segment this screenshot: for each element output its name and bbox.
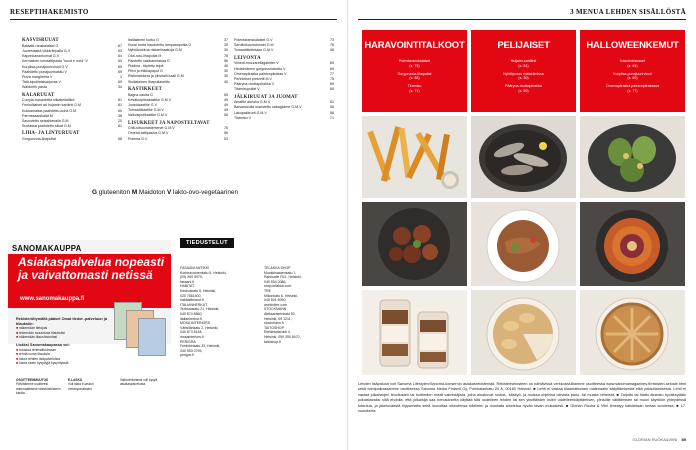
recipe-name: Kesäkurpitsakastike G.M.V — [128, 97, 172, 102]
ad-footer-title: OSOITTEENMUUTOS — [16, 378, 49, 382]
tiramisu-photo — [362, 290, 467, 375]
recipe-name: Lakupakkrurit G.M.V — [234, 110, 267, 115]
ad-section-title: Rekisteröitymällä pääset Omat tiedot -palveluun ja tilauksiin: — [16, 317, 107, 326]
index-category: KASVISRUUAT — [22, 38, 59, 43]
sardines-illustration — [471, 116, 576, 198]
ad-footer-col — [16, 378, 62, 395]
menu-items — [580, 59, 685, 94]
recipe-page: 69 — [118, 69, 122, 74]
recipe-name: Balsamicolla maustettu cabagiolme G.M.V — [234, 105, 302, 110]
index-entry — [128, 80, 228, 85]
recipe-name: Waldorfin pasta — [22, 85, 47, 90]
index-entry — [234, 87, 334, 92]
recipe-page: 59 — [118, 59, 122, 64]
meatballs-illustration — [362, 202, 467, 286]
recipe-page: 55 — [224, 92, 228, 97]
menu-title: HARAVOINTITALKOOT — [364, 40, 465, 51]
recipe-name: Kaponkanankorvat G.V — [22, 54, 60, 59]
menu-title: PELIJAISET — [497, 40, 550, 51]
menu-banner — [362, 30, 467, 112]
menu-item-name: Nyhtöpossu ristiaelimissa — [503, 71, 544, 76]
magazine-covers-image — [114, 298, 168, 360]
index-entry — [22, 124, 122, 129]
recipe-page: 56 — [330, 110, 334, 115]
recipe-name: Juustokastike G.V — [128, 102, 157, 107]
menu-item-page: (s. 81) — [518, 63, 529, 68]
ad-footer-col — [120, 378, 166, 395]
recipe-name: Italialainen kurku G — [128, 38, 159, 42]
menu-item-page: (s. 58) — [409, 76, 420, 81]
recipe-page: 49 — [224, 97, 228, 102]
recipe-page: 34 — [118, 85, 122, 90]
recipe-page: 77 — [330, 71, 334, 76]
recipe-name: Tiramisupullat V — [234, 87, 260, 92]
pulled-pork-illustration — [471, 202, 576, 286]
recipe-page: 76 — [330, 43, 334, 48]
running-head: RESEPTIHAKEMISTO — [10, 8, 89, 16]
recipe-name: Omenapiirakka paistonpiirakas V — [234, 71, 287, 76]
ad-footer-title: E-LASKU — [68, 378, 83, 382]
ad-footer-text: Vaihtoehtoisesti voit kysyä asiakaspalvelusta. — [120, 378, 158, 387]
recipe-name: Nyhtökinkkua ristiaelinsakoja G.M — [128, 48, 182, 53]
recipe-name: Sardiinikuorrutukset G.M — [234, 43, 274, 48]
legend-v-key: V — [166, 189, 172, 196]
pear-pie-illustration — [471, 290, 576, 375]
ad-list-item: ■ tehdä uusia tilauksia — [16, 352, 112, 357]
legend-m-text: Maidoton — [137, 189, 167, 196]
recipe-name: Savustettu seisahtavalla G.M — [22, 119, 69, 124]
ad-list-item: ■ näkemään tietojasi — [16, 326, 112, 331]
recipe-page: 56 — [224, 58, 228, 63]
recipe-name: Kurpitsa-punajuurirvinoli G.V — [22, 64, 68, 69]
menu-item-name: Omenapiirakka paistonpiirakassa — [606, 84, 659, 89]
legal-caption: Lehden lisäpaluun voit Sanoma Lifestylen/Sanoma-konsernin asiakasrekisteristä. Rekisteriselosteen on nähtävissä verkkosivuillamme osoitteessa www.sanomamagazines.fi/rekisteri-seloste.html sekä toimipaikassamme osoitteessa Sanoma Media Finland Oy, Porkkalankatu 20 A, 00180 Helsinki. ■ Lehti ei vastaa tilaamattoman materiaalin säilyttämisestä eikä palauttamisesta. Lehti ei vastaa julkaistujen ilmoitusten tai tuotteiden mistä valmistajista, joiha ainakuvat ruokia-, käsityö- ja muissa ohjeissa olevista pano- tai muista virheistä. ■ Tarjottu tai tilattu aineisto hyväksytään julkaistavaksi sillä ehdolla, että julkaisija saa korvauksetta käyttää sitä uudelleen lehden tai sen yksittäisten osien uudelleenkäyttämisen, yleisölle välittämisen tai muun käyttöön yhteydessä toteutua- ja jakeluväestä riippumatta sekä luovuttaa oikeutensa edelleen ja muokata aineistoa hyvän tavan mukaisesti. ■ Glorian Ruoka & Viini ilmestyy kahdeksan kertaa vuodessa. ■ 17. vuosikerta. — [358, 382, 686, 414]
recipe-name: Pihvi ja etikkapaput G — [128, 69, 163, 74]
recipe-name: Kukkamaisia paahdettu-kuha G.M — [22, 108, 77, 113]
recipe-name: Bagna cauda G — [128, 92, 153, 97]
menu-item-page: (s. 69) — [518, 88, 529, 93]
page-number: 89 — [681, 437, 686, 442]
menu-item-page: (s. 71) — [409, 88, 420, 93]
recipe-page: 69 — [330, 66, 334, 71]
menu-title: HALLOWEENKEMUT — [586, 40, 679, 51]
suppliers-column: FASAANI ANTIKKI Korkeavuorenkatu 5, Helsinki, (09) 260 9970, fasaani.fi HABITAT Keskuskatu 6, Helsinki, 020 7661400, habitatfinland.fi ITALIANHERKUT Terhoankatu 21, Helsinki, 040 874 8860, italianherkut.fi MOSA INTERIORS Värtsilänkatu 2, Helsinki, 040 873 8148, mosainteriors.fi PERIGRA Fredrikinkatu 33, Helsinki, 040 553 0795, perigra.fi — [180, 266, 227, 358]
recipe-page: 40 — [224, 64, 228, 69]
recipe-page: 49 — [224, 108, 228, 113]
index-entry — [128, 137, 228, 142]
recipe-page: 56 — [330, 105, 334, 110]
apple-pie-photo — [580, 290, 685, 375]
recipe-page: 81 — [118, 103, 122, 108]
index-category: KASTIKKEET — [128, 86, 162, 92]
recipe-name: Chili-sitruunasiemenet G.M.V — [128, 126, 175, 131]
recipe-name: Suolassa paahdettu siikat G.M — [22, 124, 71, 129]
menu-item-name: Gorgonzola-lihapullat — [397, 71, 432, 76]
recipe-name: Parmesaanikalat M — [22, 113, 53, 118]
ad-footer-text: Voit tilata e-laskun verkkopankistasi. — [68, 382, 94, 391]
apple-pie-illustration — [580, 290, 685, 375]
recipe-page: 69 — [330, 87, 334, 92]
index-entry — [22, 137, 122, 142]
index-category: LISUKKEET JA NAPOSTELTAVAT — [128, 120, 210, 126]
recipe-page: 58 — [118, 137, 122, 142]
recipe-page: 3 — [120, 74, 122, 79]
menu-items — [362, 59, 467, 94]
recipe-name: Ristimarkkera ja pihvitalli kaali G.M — [128, 74, 184, 79]
recipe-page: 69 — [330, 61, 334, 66]
recipe-name: Piadina - täytetty leipä — [128, 64, 164, 69]
index-column — [234, 38, 334, 142]
recipe-name: Pizza margherita V — [22, 74, 53, 79]
recipe-name: Hedelmäinen gorgonzolatorttu V — [234, 66, 286, 71]
legend-m-key: M — [131, 189, 138, 196]
menu-item-name: Huijaim-sardiinit — [510, 59, 537, 63]
index-category: LEIVONTA — [234, 55, 261, 61]
menu-item-page: (s. 73) — [409, 63, 420, 68]
recipe-page: 69 — [330, 82, 334, 87]
recipe-page: 53 — [224, 136, 228, 141]
recipe-page: 50 — [118, 108, 122, 113]
index-category: JÄLKIRUUAT JA JUOMAT — [234, 94, 298, 100]
menu-items — [471, 59, 576, 94]
veggie-illustration — [580, 116, 685, 198]
menu-item-name: Pääryna-ricottapiirakka — [505, 84, 542, 89]
recipe-name: Sisilialainen lihapullakeitto — [128, 79, 170, 84]
recipe-page: 53 — [118, 48, 122, 53]
running-head: 3 MENUA LEHDEN SISÄLLÖSTÄ — [570, 8, 686, 16]
folio-label: GLORIAN RUOKA&VIINI — [632, 437, 678, 442]
recipe-name: Fenkolilaiset ad hujamin sardinit G.M — [22, 103, 81, 108]
ad-brand: SANOMAKAUPPA — [12, 244, 82, 253]
recipe-name: Gorgonzola-lihapullat — [22, 137, 56, 142]
recipe-name: Juureslastut vikkerleipalla G.V — [22, 48, 71, 53]
recipe-page: 56 — [224, 131, 228, 136]
recipe-name: Bataatti-ranskalaiset G — [22, 43, 59, 48]
recipe-name: Tomaattikastike G.M.V — [128, 108, 164, 113]
recipe-page: 81 — [118, 124, 122, 129]
sanomakauppa-ad — [8, 240, 171, 442]
veggie-photo — [580, 116, 685, 198]
recipe-name: Kermainen tomaattipasta "suud e nord" V — [22, 59, 88, 64]
menu-item-page: (s. 69) — [627, 76, 638, 81]
menu-item-name: Kurpitsa-punajuurirvinoli — [613, 71, 652, 76]
recipe-name: Polenta G.V — [128, 136, 148, 141]
recipe-page: 73 — [330, 38, 334, 42]
recipe-page: 81 — [330, 100, 334, 105]
recipe-name: Olut-rotu-lihapullat M — [128, 53, 162, 58]
index-category: KALARUUAT — [22, 92, 55, 98]
tiramisu-illustration — [362, 290, 467, 375]
menu-item-name: Polentaranskalaiset — [398, 59, 431, 63]
menu-banner — [580, 30, 685, 112]
menu-column — [580, 30, 685, 375]
recipe-page: 30 — [224, 74, 228, 79]
ad-list-item: ■ lukea usein kysyttyjä kysymyksiä — [16, 361, 112, 366]
ad-footer-text: Päivittämme osoitteesi automaattisesti väestörekisterin kautta. — [16, 382, 61, 395]
recipe-page: 56 — [224, 113, 228, 118]
recipe-name: Tatti-sipulilaisisarjuvas V — [22, 80, 61, 85]
recipe-name: Amaftin aurinko G.M.V — [234, 100, 271, 105]
ad-url: www.sanomakauppa.fi — [20, 296, 85, 302]
index-entry — [22, 85, 122, 90]
recipe-name: Viinedi-mozzarellagaletter V — [234, 61, 279, 66]
menu-item-name: Kasvimiesosset — [620, 59, 645, 63]
header-rule — [358, 19, 686, 20]
recipe-name: Valkosipulikastike G.M.V — [128, 113, 168, 118]
suppliers-column: TELAKKA SHOP Munkkisaarenkatu 1, Raisiontie R11, Helsinki, 040 554 0086, shop.telakka.com TRE Mikonkatu 6, Helsinki, 040 501 5090, worldoftre.com STOCKMANN Aleksanterinkatu 52, Helsinki, 09 1211, stockmann.fi TAITOSHOP Eteläesplanadi 4, Helsinki, 050 350 8470, taitoshop.fi — [264, 266, 302, 344]
recipe-page: 20 — [118, 119, 122, 124]
index-column — [22, 38, 122, 142]
suppliers-list — [180, 266, 340, 358]
recipe-page: 69 — [118, 64, 122, 69]
recipe-page: 58 — [330, 48, 334, 53]
fries-photo — [362, 116, 467, 198]
suppliers-title: TIEDUSTELUT — [180, 238, 234, 248]
menu-item-page: (s. 64) — [627, 63, 638, 68]
menu-banner — [471, 30, 576, 112]
index-column — [128, 38, 228, 142]
recipe-page: 69 — [118, 80, 122, 85]
pulled-pork-photo — [471, 202, 576, 286]
legend-g-text: gluteeniton — [96, 189, 132, 196]
right-page — [348, 0, 696, 450]
ad-section-title: Lisäksi Sanomakaupassa voi: — [16, 342, 70, 347]
menu-column — [471, 30, 576, 375]
ad-list-item: ■ näkemään tilaushistoriasi — [16, 335, 112, 340]
recipe-page: 38 — [118, 113, 122, 118]
header-rule — [10, 19, 337, 20]
recipe-page: 76 — [224, 126, 228, 131]
recipe-index — [22, 38, 342, 142]
recipe-page: 30 — [224, 43, 228, 48]
index-entry — [234, 48, 334, 53]
recipe-name: Polentaranskalaiset G.V — [234, 38, 273, 42]
index-category: LIHA- JA LINTURUUAT — [22, 131, 80, 137]
recipe-page: 81 — [118, 98, 122, 103]
recipe-name: Perinteiset pretzelit M.V — [234, 76, 272, 81]
recipe-page: 37 — [224, 38, 228, 42]
recipe-name: Kuusi tunta haudutettu lampaanpotka G — [128, 43, 192, 48]
ad-footer — [16, 378, 166, 395]
recipe-name: Tiramisu V — [234, 115, 252, 120]
index-entry — [234, 116, 334, 121]
recipe-name: Curryla-mausteella siikakeitaltkot — [22, 98, 75, 103]
recipe-name: Paistettu vasikanmakaa G — [128, 58, 170, 63]
recipe-page: 75 — [330, 76, 334, 81]
sardines-photo — [471, 116, 576, 198]
ad-footer-col — [68, 378, 114, 395]
index-entry — [128, 113, 228, 118]
meatballs-photo — [362, 202, 467, 286]
magazine-cover — [138, 318, 166, 356]
ad-title: Asiakaspalvelua nopeasti ja vaivattomasti netissä — [18, 255, 165, 282]
legend-g-key: G — [92, 189, 97, 196]
fries-illustration — [362, 116, 467, 198]
pumpkin-roll-illustration — [580, 202, 685, 286]
ad-body — [16, 314, 112, 366]
diet-legend — [92, 189, 238, 196]
recipe-page: 78 — [224, 53, 228, 58]
folio — [633, 437, 686, 442]
recipe-page: 67 — [118, 43, 122, 48]
recipe-page: 49 — [224, 102, 228, 107]
ad-list-item: ■ lukea lehtien lisäpalveluista — [16, 357, 112, 362]
ad-list-item: ■ tutustua lehtivalikoimaan — [16, 348, 112, 353]
recipe-page: 40 — [224, 79, 228, 84]
ad-list-item: ■ tekemään muutoksia tilauksiisi — [16, 331, 112, 336]
recipe-name: Pääryna-ricottapiirakka V — [234, 82, 275, 87]
menu-item-page: (s. 77) — [627, 88, 638, 93]
pumpkin-roll-photo — [580, 202, 685, 286]
recipe-page: 64 — [118, 54, 122, 59]
menu-item-name: Tiramisu — [407, 84, 422, 89]
menu-item-page: (s. 30) — [518, 76, 529, 81]
recipe-page: 30 — [224, 48, 228, 53]
recipe-name: Tomaattikoitetaan G.M.V — [234, 48, 274, 53]
menu-columns — [362, 30, 686, 375]
recipe-page: 71 — [330, 115, 334, 120]
recipe-page: 30 — [224, 69, 228, 74]
recipe-name: Omena-tattipasiva G.M.V — [128, 131, 169, 136]
menu-column — [362, 30, 467, 375]
pear-pie-photo — [471, 290, 576, 375]
legend-v-text: lakto-ovo-vegetaarinen — [171, 189, 239, 196]
recipe-name: Paahdettu punajuurikakku V — [22, 69, 67, 74]
